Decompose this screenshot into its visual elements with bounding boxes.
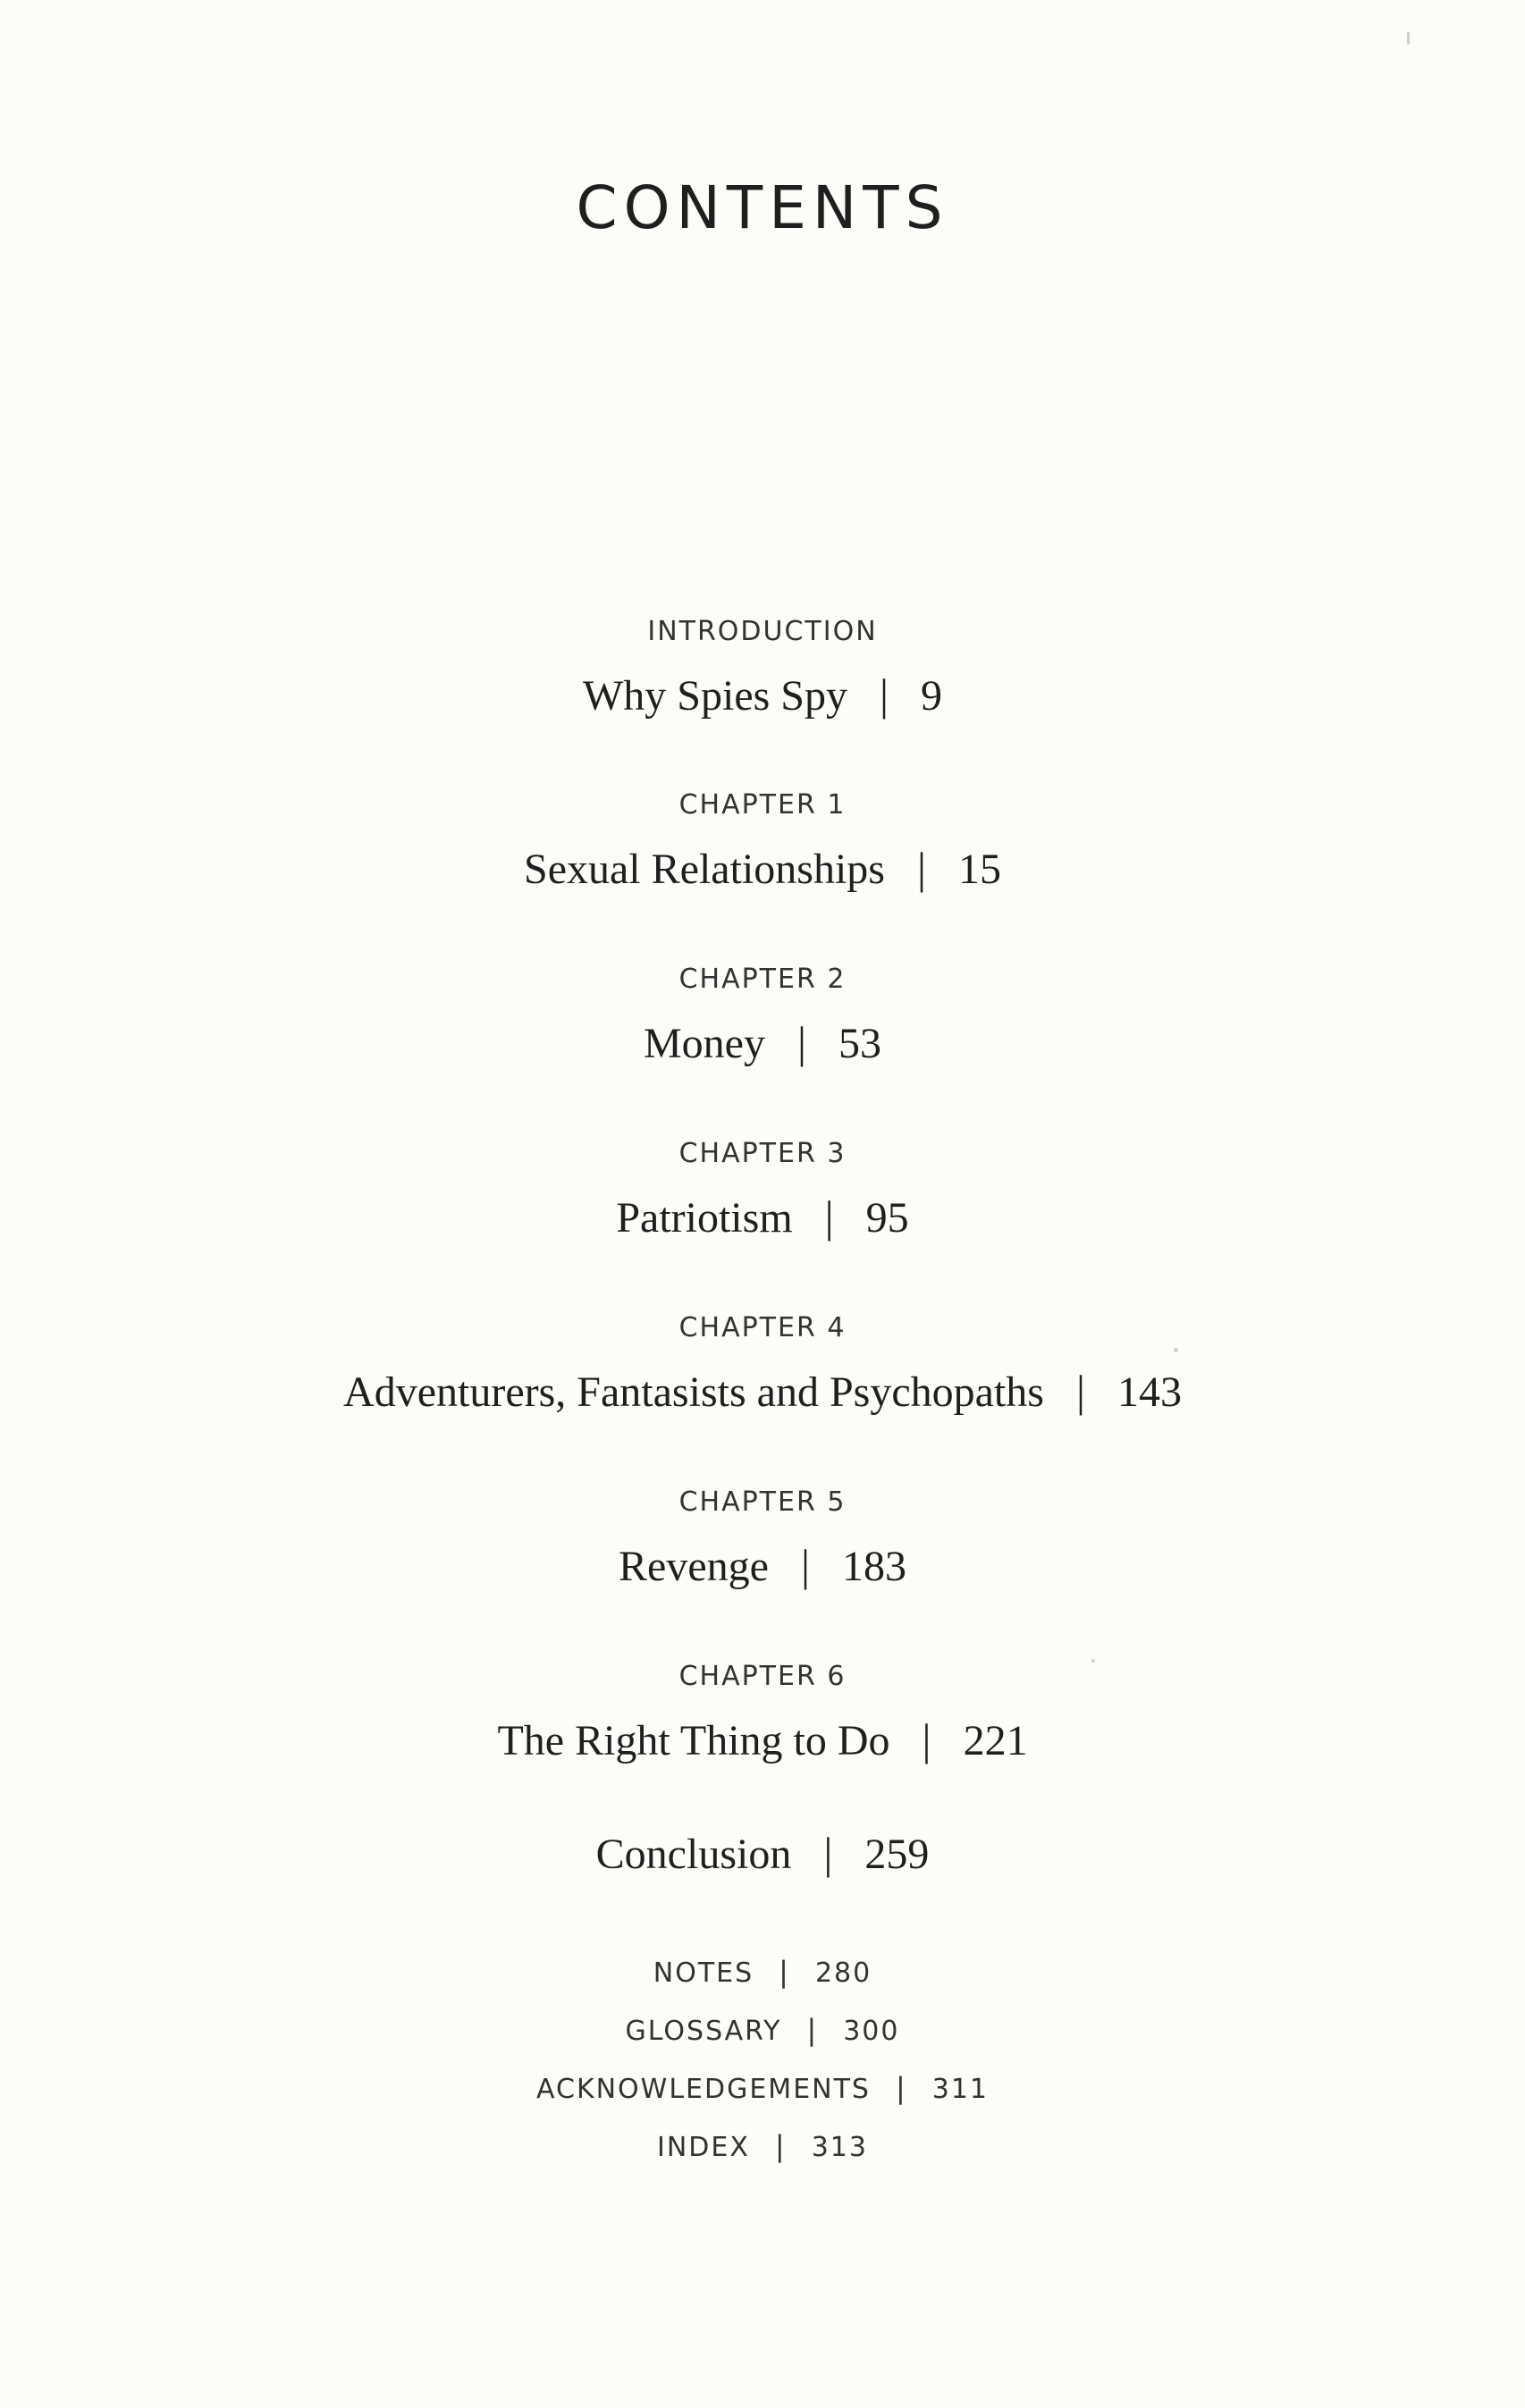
scan-speck [1407, 32, 1410, 45]
separator: | [823, 1828, 833, 1878]
section-title: Money [644, 1020, 765, 1067]
section-heading-line [0, 1017, 1525, 1067]
back-matter-label: ACKNOWLEDGEMENTS [536, 2074, 871, 2105]
section-title: Sexual Relationships [524, 846, 885, 893]
page-number: 313 [811, 2132, 868, 2163]
page-number: 259 [864, 1831, 930, 1878]
section-heading-line [0, 843, 1525, 893]
section-title: Patriotism [616, 1194, 793, 1242]
separator: | [922, 1714, 931, 1764]
separator: | [779, 1955, 790, 1989]
separator: | [895, 2071, 907, 2105]
section-label: CHAPTER 3 [678, 1138, 847, 1169]
section-heading-line [0, 1714, 1525, 1764]
page-number: 221 [963, 1717, 1028, 1764]
scan-speck [1174, 1348, 1178, 1352]
section-label: CHAPTER 2 [678, 964, 847, 995]
toc-entry-glossary [0, 2013, 1525, 2047]
separator: | [880, 669, 889, 720]
toc-entry-acknowledgements [0, 2071, 1525, 2105]
scan-speck [1091, 1659, 1095, 1663]
toc-entry-chapter-2 [0, 966, 1525, 1065]
section-label: CHAPTER 5 [678, 1486, 847, 1518]
separator: | [774, 2129, 787, 2163]
page-number: 95 [865, 1194, 909, 1242]
page-number: 53 [838, 1020, 881, 1067]
page-title: CONTENTS [576, 173, 949, 242]
section-label: CHAPTER 1 [678, 789, 847, 821]
separator: | [916, 843, 926, 893]
separator: | [800, 1540, 810, 1590]
toc-entry-chapter-5 [0, 1486, 1525, 1590]
section-label: CHAPTER 6 [678, 1661, 847, 1692]
section-title: The Right Thing to Do [497, 1717, 890, 1764]
separator: | [796, 1017, 806, 1067]
section-heading-line [0, 669, 1525, 720]
page-number: 9 [921, 672, 943, 720]
section-title: Adventurers, Fantasists and Psychopaths [343, 1368, 1044, 1416]
toc-entry-chapter-1 [0, 789, 1525, 893]
section-heading-line [0, 1828, 1525, 1878]
separator: | [824, 1191, 834, 1242]
page-number: 300 [843, 2016, 900, 2047]
separator: | [806, 2013, 819, 2047]
section-heading-line [0, 1191, 1525, 1242]
section-title: Conclusion [595, 1831, 792, 1878]
section-title: Why Spies Spy [582, 672, 847, 720]
page-number: 183 [841, 1543, 906, 1590]
toc-entry-chapter-3 [0, 1138, 1525, 1242]
toc-entry-introduction [0, 616, 1525, 720]
page-number: 311 [931, 2074, 989, 2105]
section-label: INTRODUCTION [647, 616, 878, 647]
toc-entry-index [0, 2129, 1525, 2163]
section-heading-line [0, 1540, 1525, 1590]
separator: | [1075, 1366, 1085, 1416]
back-matter-label: INDEX [657, 2132, 750, 2163]
section-label: CHAPTER 4 [678, 1312, 847, 1343]
section-title: Revenge [619, 1543, 769, 1590]
page-number: 280 [814, 1958, 872, 1989]
toc-entry-notes [0, 1955, 1525, 1989]
page-number: 143 [1116, 1368, 1182, 1416]
back-matter-label: GLOSSARY [625, 2016, 782, 2047]
toc-entry-chapter-4 [0, 1312, 1525, 1416]
toc-entry-conclusion [0, 1828, 1525, 1878]
page-number: 15 [957, 846, 1001, 893]
back-matter-label: NOTES [653, 1958, 754, 1989]
section-heading-line [0, 1368, 1525, 1414]
toc-entry-chapter-6 [0, 1663, 1525, 1763]
